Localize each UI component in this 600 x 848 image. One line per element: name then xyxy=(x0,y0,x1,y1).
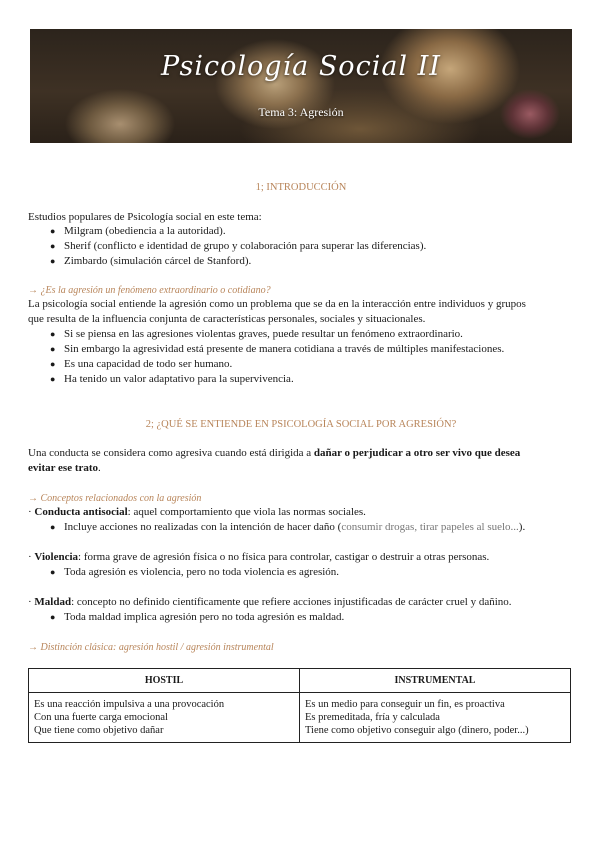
definition-line: Una conducta se considera como agresiva cuando está dirigida a dañar o perjudicar a otro ser vivo que desea xyxy=(28,447,521,459)
concept-antisocial: · Conducta antisocial: aquel comportamiento que viola las normas sociales. xyxy=(28,506,366,518)
section-heading-agresion: 2; ¿QUÉ SE ENTIENDE EN PSICOLOGÍA SOCIAL POR AGRESIÓN? xyxy=(145,419,457,430)
bullet-icon: ● xyxy=(50,522,56,532)
bullet-icon: ● xyxy=(50,612,56,622)
bullet-icon: ● xyxy=(50,344,56,354)
comparison-table xyxy=(28,668,571,743)
table-header-row xyxy=(29,669,571,693)
bullet-icon: ● xyxy=(50,226,56,236)
section-heading-introduccion: 1; INTRODUCCIÓN xyxy=(255,182,347,193)
intro-paragraph: Estudios populares de Psicología social en este tema: xyxy=(28,211,262,223)
bullet-icon: ● xyxy=(50,567,56,577)
document-subtitle: Tema 3: Agresión xyxy=(258,105,344,119)
bullet-icon: ● xyxy=(50,256,56,266)
header-banner xyxy=(30,29,572,143)
subheading-distinction: → Distinción clásica: agresión hostil / agresión instrumental xyxy=(28,642,274,653)
paragraph-line: La psicología social entiende la agresión como un problema que se da en la interacción entre individuos y grupos xyxy=(28,298,526,310)
cell-instrumental: Es un medio para conseguir un fin, es proactiva Es premeditada, fría y calculada Tiene como objetivo conseguir algo (dinero, poder...) xyxy=(300,693,571,743)
concept-violencia: · Violencia: forma grave de agresión física o no física para controlar, castigar o destruir a otras personas. xyxy=(28,551,490,563)
column-header-instrumental: INSTRUMENTAL xyxy=(300,669,571,693)
concept-maldad: · Maldad: concepto no definido científicamente que refiere acciones injustificadas de carácter cruel y dañino. xyxy=(28,596,512,608)
definition-line: evitar ese trato. xyxy=(28,462,101,474)
document-title: Psicología Social II xyxy=(161,51,441,82)
bullet-icon: ● xyxy=(50,329,56,339)
paragraph-line: que resulta de la influencia conjunta de características personales, sociales y situacionales. xyxy=(28,313,426,325)
bullet-icon: ● xyxy=(50,359,56,369)
subheading-question: → ¿Es la agresión un fenómeno extraordinario o cotidiano? xyxy=(28,285,271,296)
cell-hostil: Es una reacción impulsiva a una provocación Con una fuerte carga emocional Que tiene como objetivo dañar xyxy=(29,693,300,743)
table-row xyxy=(29,693,571,743)
bullet-icon: ● xyxy=(50,374,56,384)
subheading-concepts: → Conceptos relacionados con la agresión xyxy=(28,493,202,504)
bullet-icon: ● xyxy=(50,241,56,251)
column-header-hostil: HOSTIL xyxy=(29,669,300,693)
